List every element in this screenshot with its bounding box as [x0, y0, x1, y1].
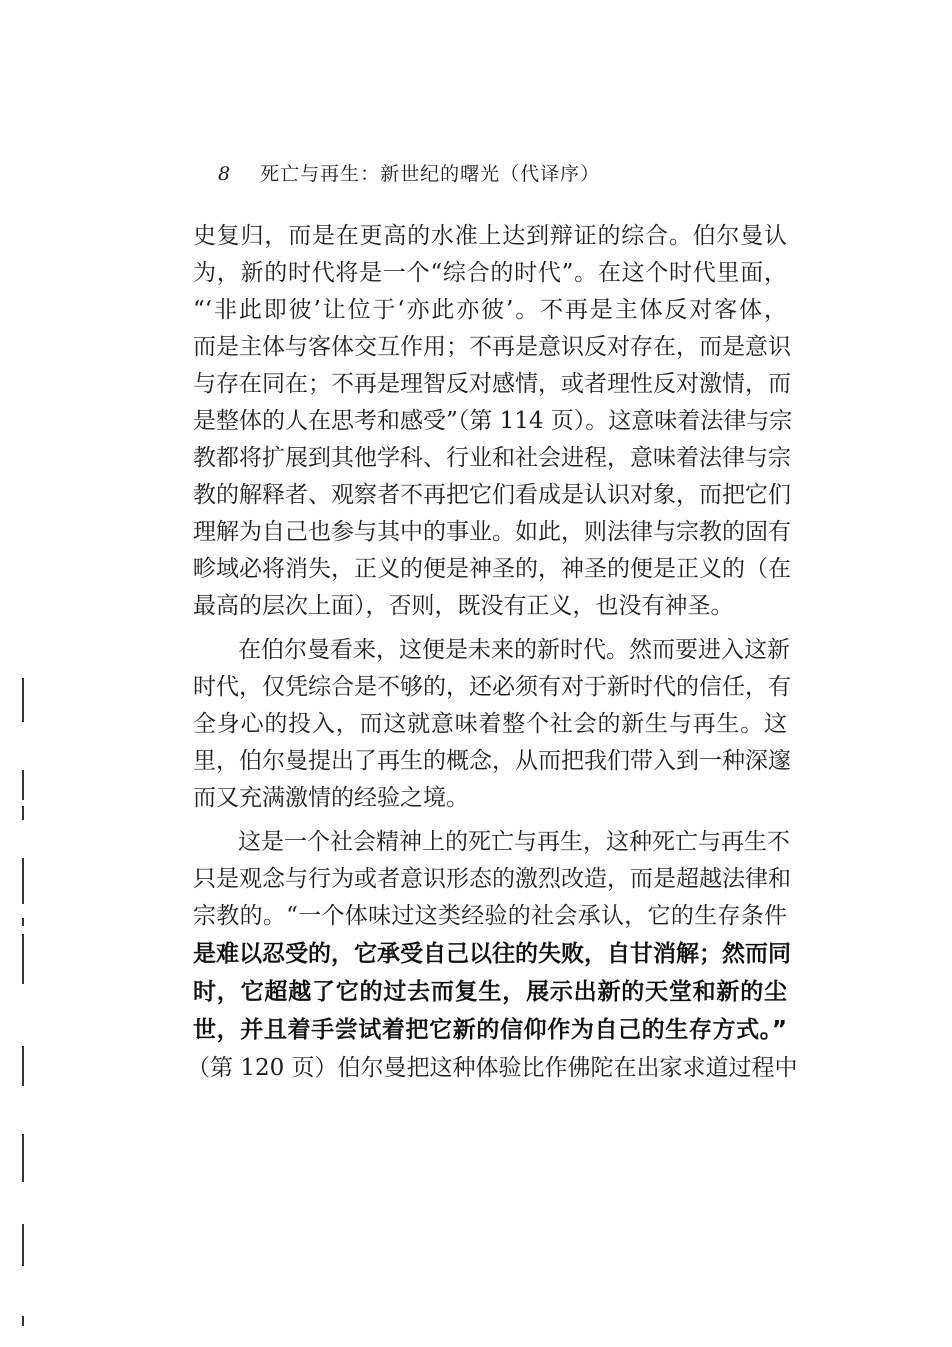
text-line: 史复归，而是在更高的水准上达到辩证的综合。伯尔曼认	[193, 223, 787, 249]
quote-line: 世，并且着手尝试着把它新的信仰作为自己的生存方式。”	[193, 1017, 787, 1043]
text-line: 是整体的人在思考和感受”（第 114 页）。这意味着法律与宗	[193, 408, 793, 434]
page-number: 8	[218, 163, 232, 185]
text-line: “‘非此即彼’让位于‘亦此亦彼’。不再是主体反对客体，	[193, 297, 787, 323]
scan-edge-mark	[22, 858, 24, 904]
scan-edge-mark	[22, 1224, 24, 1266]
text-line: 在伯尔曼看来，这便是未来的新时代。然而要进入这新	[238, 637, 790, 663]
text-line: 与存在同在；不再是理智反对感情，或者理性反对激情，而	[193, 371, 791, 397]
text-line: 为，新的时代将是一个“综合的时代”。在这个时代里面，	[193, 260, 787, 286]
text-line: 教的解释者、观察者不再把它们看成是认识对象，而把它们	[193, 482, 791, 508]
text-line: 而又充满激情的经验之境。	[193, 785, 469, 811]
text-line: 只是观念与行为或者意识形态的激烈改造，而是超越法律和	[193, 866, 791, 892]
scan-edge-mark	[22, 770, 24, 800]
text-line: 理解为自己也参与其中的事业。如此，则法律与宗教的固有	[193, 519, 791, 545]
scan-edge-mark	[22, 678, 24, 722]
scan-edge-mark	[22, 1316, 24, 1326]
text-line: 畛域必将消失，正义的便是神圣的，神圣的便是正义的（在	[193, 556, 791, 582]
running-title: 死亡与再生：新世纪的曙光（代译序）	[260, 163, 601, 185]
running-header	[218, 160, 818, 188]
scan-edge-mark	[22, 1046, 24, 1086]
scan-edge-mark	[22, 918, 24, 926]
text-line: 时代，仅凭综合是不够的，还必须有对于新时代的信任，有	[193, 674, 791, 700]
text-line: 教都将扩展到其他学科、行业和社会进程，意味着法律与宗	[193, 445, 791, 471]
text-line: （第 120 页）伯尔曼把这种体验比作佛陀在出家求道过程中	[187, 1055, 798, 1081]
text-line: 全身心的投入，而这就意味着整个社会的新生与再生。这	[193, 711, 787, 737]
text-line: 这是一个社会精神上的死亡与再生，这种死亡与再生不	[238, 829, 790, 855]
quote-line: 时，它超越了它的过去而复生，展示出新的天堂和新的尘	[193, 979, 787, 1005]
scan-edge-mark	[22, 806, 24, 820]
scan-edge-mark	[22, 934, 24, 984]
text-line: 里，伯尔曼提出了再生的概念，从而把我们带入到一种深邃	[193, 748, 791, 774]
text-line: 宗教的。“一个体味过这类经验的社会承认，它的生存条件	[193, 903, 787, 929]
text-line: 而是主体与客体交互作用；不再是意识反对存在，而是意识	[193, 334, 791, 360]
quote-line: 是难以忍受的，它承受自己以往的失败，自甘消解；然而同	[193, 941, 791, 967]
scan-edge-mark	[22, 1134, 24, 1182]
text-line: 最高的层次上面），否则，既没有正义，也没有神圣。	[193, 593, 734, 619]
